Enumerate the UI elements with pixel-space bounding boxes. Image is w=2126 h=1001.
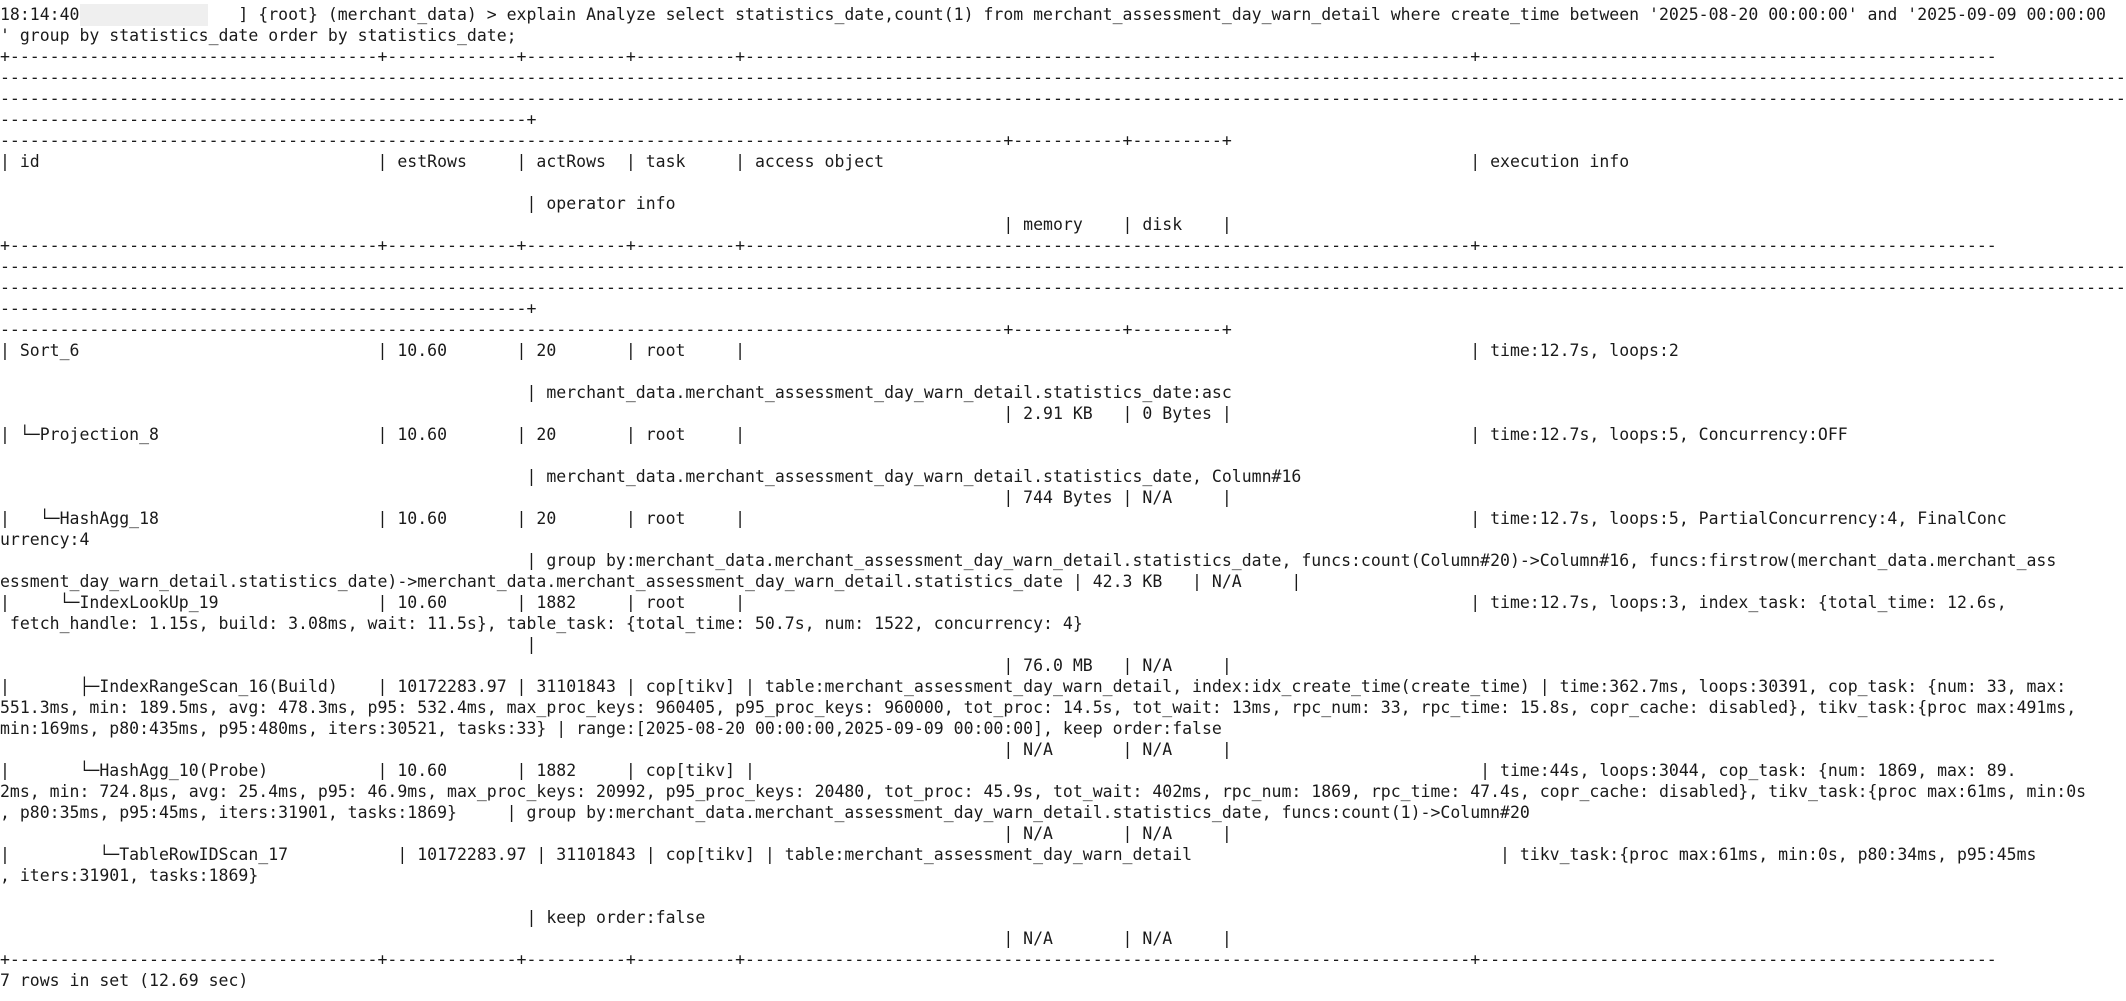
terminal-line: | operator info xyxy=(0,194,676,213)
terminal-line: | memory | disk | xyxy=(0,215,1232,234)
terminal-line: | N/A | N/A | xyxy=(0,824,1232,843)
terminal-line: ---------------------------------------------------------------------------------------------------------------------------------------------------------------------------------------------------------------------- xyxy=(0,68,2126,87)
terminal-line: | └─HashAgg_18 | 10.60 | 20 | root | | time:12.7s, loops:5, PartialConcurrency:4, FinalConc xyxy=(0,509,2007,528)
terminal-line: -----------------------------------------------------+ xyxy=(0,110,537,129)
terminal-line: | └─Projection_8 | 10.60 | 20 | root | | time:12.7s, loops:5, Concurrency:OFF xyxy=(0,425,1848,444)
terminal-line: , p80:35ms, p95:45ms, iters:31901, tasks:1869} | group by:merchant_data.merchant_assessment_day_warn_detail.statistics_date, funcs:count(1)->Column#20 xyxy=(0,803,1530,822)
terminal-line: +-------------------------------------+-------------+----------+----------+-------------------------------------------------------------------------+---------------------------------------------------- xyxy=(0,950,1997,969)
terminal-line: | keep order:false xyxy=(0,908,706,927)
terminal-line: | 76.0 MB | N/A | xyxy=(0,656,1232,675)
terminal-line: | └─TableRowIDScan_17 | 10172283.97 | 31101843 | cop[tikv] | table:merchant_assessment_day_warn_detail | tikv_task:{proc max:61ms, min:0s, p80:34ms, p95:45ms xyxy=(0,845,2037,864)
terminal-line: | xyxy=(0,635,537,654)
terminal-line: +-------------------------------------+-------------+----------+----------+-------------------------------------------------------------------------+---------------------------------------------------- xyxy=(0,236,1997,255)
terminal-line: ---------------------------------------------------------------------------------------------------------------------------------------------------------------------------------------------------------------------- xyxy=(0,257,2126,276)
terminal-line: | 2.91 KB | 0 Bytes | xyxy=(0,404,1232,423)
terminal-line: , iters:31901, tasks:1869} xyxy=(0,866,259,885)
terminal-line: | N/A | N/A | xyxy=(0,929,1232,948)
terminal-line: min:169ms, p80:435ms, p95:480ms, iters:30521, tasks:33} | range:[2025-08-20 00:00:00,2025-09-09 00:00:00], keep order:false xyxy=(0,719,1222,738)
terminal-line: fetch_handle: 1.15s, build: 3.08ms, wait: 11.5s}, table_task: {total_time: 50.7s, num: 1522, concurrency: 4} xyxy=(0,614,1083,633)
terminal-line: | ├─IndexRangeScan_16(Build) | 10172283.97 | 31101843 | cop[tikv] | table:merchant_assessment_day_warn_detail, index:idx_create_time(create_time) | time:362.7ms, loops:30391, cop_task: {num: 33, max: xyxy=(0,677,2067,696)
terminal-line: | group by:merchant_data.merchant_assessment_day_warn_detail.statistics_date, funcs:count(Column#20)->Column#16, funcs:firstrow(merchant_data.merchant_ass xyxy=(0,551,2057,570)
terminal-line: ---------------------------------------------------------------------------------------------------------------------------------------------------------------------------------------------------------------------- xyxy=(0,278,2126,297)
terminal-line: | merchant_data.merchant_assessment_day_warn_detail.statistics_date:asc xyxy=(0,383,1232,402)
terminal-line: 551.3ms, min: 189.5ms, avg: 478.3ms, p95: 532.4ms, max_proc_keys: 960405, p95_proc_keys: 960000, tot_proc: 14.5s, tot_wait: 13ms, rpc_num: 33, rpc_time: 15.8s, copr_cache: disabled}, tikv_task:{proc max:491ms, xyxy=(0,698,2077,717)
terminal-line: | └─HashAgg_10(Probe) | 10.60 | 1882 | cop[tikv] | | time:44s, loops:3044, cop_task: {num: 1869, max: 89. xyxy=(0,761,2017,780)
terminal-line: -----------------------------------------------------+ xyxy=(0,299,537,318)
terminal-line: 7 rows in set (12.69 sec) xyxy=(0,971,249,990)
terminal-line: 2ms, min: 724.8µs, avg: 25.4ms, p95: 46.9ms, max_proc_keys: 20992, p95_proc_keys: 20480, tot_proc: 45.9s, tot_wait: 402ms, rpc_num: 1869, rpc_time: 47.4s, copr_cache: disabled}, tikv_task:{proc max:61ms, min:0s xyxy=(0,782,2087,801)
terminal-line: | Sort_6 | 10.60 | 20 | root | | time:12.7s, loops:2 xyxy=(0,341,1679,360)
terminal-line: -----------------------------------------------------------------------------------------------------+-----------+---------+ xyxy=(0,320,1232,339)
terminal-line: ' group by statistics_date order by statistics_date; xyxy=(0,26,517,45)
terminal-line: 18:14:40 ] {root} (merchant_data) > explain Analyze select statistics_date,count(1) from merchant_assessment_day_warn_detail where create_time between '2025-08-20 00:00:00' and '2025-09-09 00:00:00 xyxy=(0,5,2106,24)
terminal-line: | merchant_data.merchant_assessment_day_warn_detail.statistics_date, Column#16 xyxy=(0,467,1302,486)
terminal-line: +-------------------------------------+-------------+----------+----------+-------------------------------------------------------------------------+---------------------------------------------------- xyxy=(0,47,1997,66)
terminal-line: urrency:4 xyxy=(0,530,90,549)
terminal-line: essment_day_warn_detail.statistics_date)->merchant_data.merchant_assessment_day_warn_detail.statistics_date | 42.3 KB | N/A | xyxy=(0,572,1302,591)
terminal-line: | 744 Bytes | N/A | xyxy=(0,488,1232,507)
terminal-line: | N/A | N/A | xyxy=(0,740,1232,759)
terminal-line: | id | estRows | actRows | task | access object | execution info xyxy=(0,152,1630,171)
terminal-line: | └─IndexLookUp_19 | 10.60 | 1882 | root | | time:12.7s, loops:3, index_task: {total_time: 12.6s, xyxy=(0,593,2007,612)
terminal-line: ---------------------------------------------------------------------------------------------------------------------------------------------------------------------------------------------------------------------- xyxy=(0,89,2126,108)
terminal-line: -----------------------------------------------------------------------------------------------------+-----------+---------+ xyxy=(0,131,1232,150)
